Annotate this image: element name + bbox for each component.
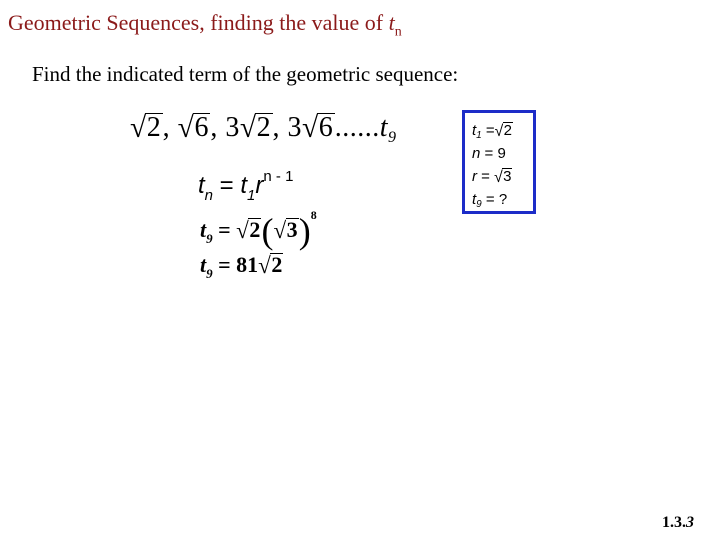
sqrt-given-r: √ 3 [494,168,512,186]
sqrt-term-1: √ 2 [130,112,162,145]
sqrt-given-t1: √ 2 [494,122,513,140]
given-t9: $t_9$ = ? [472,191,508,210]
title-text: Geometric Sequences, finding the value of [8,10,389,35]
sqrt-ratio: √ 3 [273,217,298,244]
instruction-text: Find the indicated term of the geometric sequence: [32,62,459,86]
title-subscript: n [394,24,402,40]
general-formula: $t_n = t_1r^{n - 1}$ [198,168,294,204]
right-paren: ) [298,211,311,251]
ellipsis: ...... [334,112,380,143]
result-step: $t_9 = 81$ √ 2 [200,252,283,281]
substitution-step: $t_9$ = √ 2( √ 3)$^8$ [200,208,317,251]
sqrt-term-4: √ 6 [302,112,334,145]
sqrt-term-2: √ 6 [177,112,209,145]
page-number: 1.3.3 [662,514,694,531]
term-4-coefficient: 3 [287,112,303,143]
sqrt-first-term: √ 2 [236,217,261,244]
title-variable: t [388,10,395,35]
target-term-sub: 9 [387,129,397,146]
given-r: r = √ 3 [472,165,533,188]
given-values-box [462,110,536,214]
sqrt-term-3: √ 2 [239,112,272,145]
target-term-var: t [379,112,388,143]
left-paren: ( [261,211,274,251]
given-t1: $t_1$ = √ 2 [472,119,533,142]
formula-exponent: n - 1 [263,168,294,185]
result-coefficient: 81 [236,252,259,277]
sequence-expression: √ 2, √ 6, 3 √ 2, 3 √ $6......t_9$ [130,112,397,146]
sqrt-result: √ 2 [258,252,283,279]
step-exponent: 8 [310,208,317,222]
given-n: n = 9 [472,145,506,162]
term-3-coefficient: 3 [225,112,240,143]
page-title [8,10,402,40]
